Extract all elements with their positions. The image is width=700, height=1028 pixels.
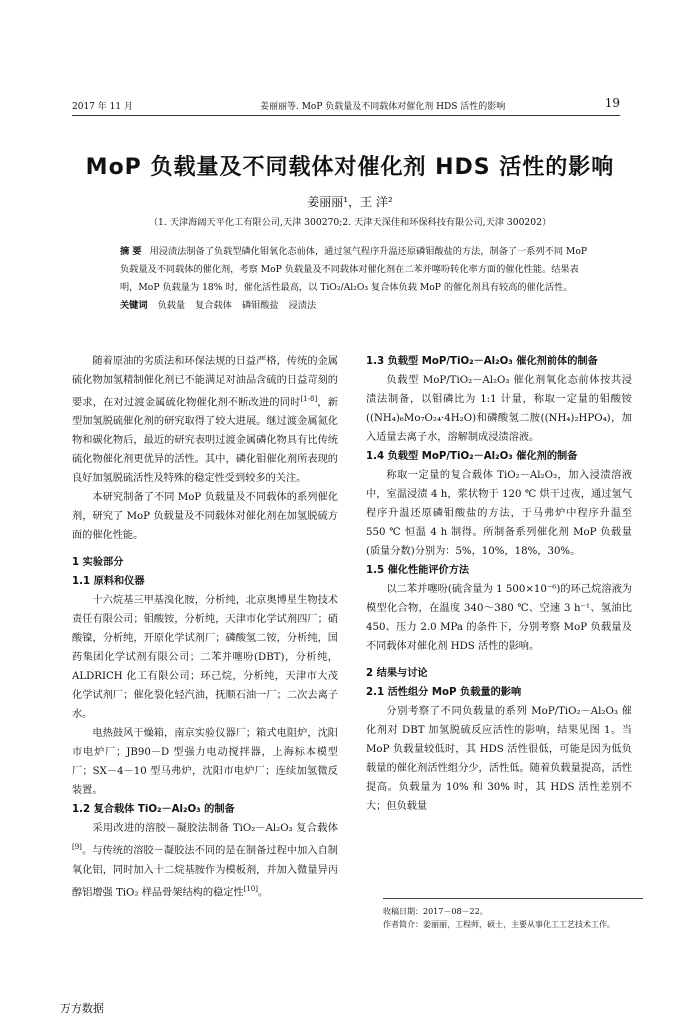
footnote xyxy=(383,898,643,931)
paper-title: MoP 负载量及不同载体对催化剂 HDS 活性的影响 xyxy=(85,155,615,180)
intro-paragraph: 本研究制备了不同 MoP 负载量及不同载体的系列催化剂，研究了 MoP 负载量及不同载体对催化剂在加氢脱硫方面的催化性能。 xyxy=(72,492,338,542)
body-paragraph: 分别考察了不同负载量的系列 MoP/TiO₂－Al₂O₃ 催化剂对 DBT 加氢脱硫反应活性的影响，结果见图 1。当 MoP 负载量较低时，其 HDS 活性很低，可能是因为低负载量的催化剂活性组分少，活性低。随着负载量提高，活性提高。负载量为 10% 和 30% 时，其 HDS 活性差别不大；但负载量 xyxy=(366,706,632,812)
keyword: 浸渍法 xyxy=(288,300,317,311)
keywords-label: 关键词 xyxy=(120,300,148,311)
subsection-heading: 1.1 原料和仪器 xyxy=(72,576,145,588)
affiliation: （1. 天津海阔天平化工有限公司,天津 300270;2. 天津天深佳和环保科技有限公司,天津 300202） xyxy=(148,217,552,228)
abstract-label: 摘 要 xyxy=(120,246,142,257)
body-paragraph: 电热鼓风干燥箱，南京实验仪器厂；箱式电阻炉，沈阳市电炉厂；JB90－D 型强力电动搅拌器，上海标本模型厂；SX－4－10 型马弗炉，沈阳市电炉厂；连续加氢微反装置。 xyxy=(72,728,338,797)
subsection-heading: 1.5 催化性能评价方法 xyxy=(366,565,470,576)
left-column xyxy=(72,352,338,902)
right-column xyxy=(366,352,632,816)
watermark-footer: 万方数据 xyxy=(60,1002,104,1015)
author-bio: 作者简介：姜丽丽，工程师，硕士，主要从事化工工艺技术工作。 xyxy=(383,920,615,929)
citation-ref: [9] xyxy=(72,843,82,852)
citation-ref: [1-8] xyxy=(300,395,318,403)
subsection-heading: 1.4 负载型 MoP/TiO₂－Al₂O₃ 催化剂的制备 xyxy=(366,451,578,462)
subsection-heading: 1.3 负载型 MoP/TiO₂－Al₂O₃ 催化剂前体的制备 xyxy=(366,356,598,367)
running-header xyxy=(72,97,620,116)
section-heading: 1 实验部分 xyxy=(72,557,124,569)
body-paragraph: 负载型 MoP/TiO₂－Al₂O₃ 催化剂氧化态前体按共浸渍法制备，以钼磷比为 1:1 计量，称取一定量的钼酸铵((NH₄)₆Mo₇O₂₄·4H₂O)和磷酸氢二胺((NH₄)₂HPO₄)，加入适量去离子水，溶解制成浸渍溶液。 xyxy=(366,375,632,443)
keyword: 磷钼酸盐 xyxy=(241,300,279,311)
header-citation: 姜丽丽等. MoP 负载量及不同载体对催化剂 HDS 活性的影响 xyxy=(260,102,506,112)
citation-ref: [10] xyxy=(243,884,258,893)
abstract-block xyxy=(120,243,590,315)
authors: 姜丽丽¹，王 洋² xyxy=(307,195,393,209)
keyword: 负载量 xyxy=(157,300,186,311)
page-number: 19 xyxy=(604,96,620,110)
subsection-heading: 1.2 复合载体 TiO₂－Al₂O₃ 的制备 xyxy=(72,804,235,816)
body-paragraph: 称取一定量的复合载体 TiO₂－Al₂O₃，加入浸渍溶液中，室温浸渍 4 h，浆状物于 120 ℃ 烘干过夜，通过氢气程序升温还原磷钼酸盐的方法，于马弗炉中程序升温至 550 ℃ 恒温 4 h 制得。所制备系列催化剂 MoP 负载量(质量分数)分别为：5%，10%，18%，30%。 xyxy=(366,470,632,557)
keyword: 复合载体 xyxy=(195,300,232,311)
section-heading: 2 结果与讨论 xyxy=(366,668,428,679)
body-paragraph: 十六烷基三甲基溴化胺，分析纯，北京奥博星生物技术责任有限公司；钼酸铵，分析纯，天津市化学试剂四厂；硝酸镍，分析纯，开原化学试剂厂；磷酸氢二铵，分析纯，国药集团化学试剂有限公司；二苯并噻吩(DBT)，分析纯，ALDRICH 化工有限公司；环己烷，分析纯，天津市大茂化学试剂厂；催化裂化轻汽油，抚顺石油一厂；二次去离子水。 xyxy=(72,595,338,721)
body-paragraph: 以二苯并噻吩(硫含量为 1 500×10⁻⁶)的环己烷溶液为模型化合物，在温度 340～380 ℃、空速 3 h⁻¹、氢油比 450、压力 2.0 MPa 的条件下，分别考察 MoP 负载量及不同载体对催化剂 HDS 活性的影响。 xyxy=(366,584,632,652)
body-paragraph: 采用改进的溶胶－凝胶法制备 TiO₂－Al₂O₃ 复合载体[9]。与传统的溶胶－凝胶法不同的是在制备过程中加入自制氧化铝，同时加入十二烷基胺作为模板剂，并加入微量异丙醇铝增强 TiO₂ 样品骨架结构的稳定性[10]。 xyxy=(72,823,338,899)
header-date: 2017 年 11 月 xyxy=(72,102,133,112)
keywords xyxy=(120,297,590,315)
abstract-text: 用浸渍法制备了负载型磷化钼氧化态前体，通过氢气程序升温还原磷钼酸盐的方法，制备了一系列不同 MoP 负载量及不同载体的催化剂，考察 MoP 负载量及不同载体对催化剂在二苯并噻吩转化率方面的催化性能。结果表明，MoP 负载量为 18% 时，催化活性最高，以 TiO₂/Al₂O₃ 复合体负载 MoP 的催化剂具有较高的催化活性。 xyxy=(120,246,588,293)
intro-paragraph: 随着原油的劣质法和环保法规的日益严格，传统的金属硫化物加氢精制催化剂已不能满足对油品含硫的日益苛刻的要求，在对过渡金属硫化物催化剂不断改进的同时[1-8]，新型加氢脱硫催化剂的研究取得了较大进展。继过渡金属氮化物和碳化物后，最近的研究表明过渡金属磷化物具有比传统硫化物催化剂更优异的活性。其中，磷化钼催化剂所表现的良好加氢脱硫活性及特殊的稳定性受到较多的关注。 xyxy=(72,356,339,485)
abstract xyxy=(120,243,590,297)
subsection-heading: 2.1 活性组分 MoP 负载量的影响 xyxy=(366,687,522,698)
received-date: 收稿日期：2017－08－22。 xyxy=(383,907,488,916)
